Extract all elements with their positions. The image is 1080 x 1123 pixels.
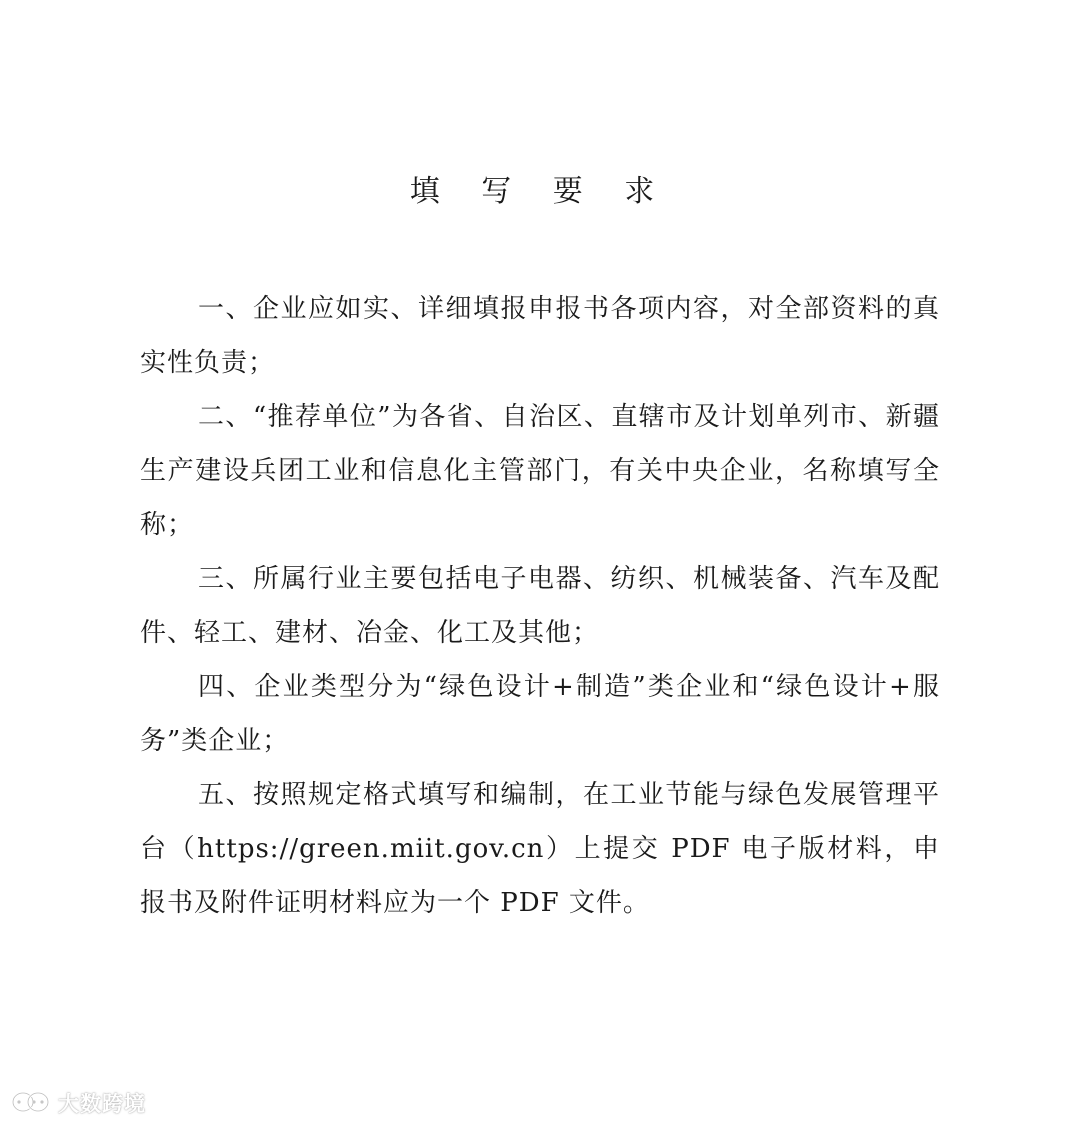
watermark-text: 大数跨境 xyxy=(58,1092,146,1116)
requirement-item-5: 五、按照规定格式填写和编制，在工业节能与绿色发展管理平台（https://green.miit.gov.cn）上提交 PDF 电子版材料，申报书及附件证明材料应为一个 PDF 文件。 xyxy=(140,780,940,918)
document-title: 填 写 要 求 xyxy=(409,174,671,209)
requirement-item-4: 四、企业类型分为“绿色设计+制造”类企业和“绿色设计+服务”类企业； xyxy=(140,672,940,756)
chat-bubble-logo-icon xyxy=(10,1090,52,1116)
requirement-item-3: 三、所属行业主要包括电子电器、纺织、机械装备、汽车及配件、轻工、建材、冶金、化工及其他； xyxy=(140,564,940,648)
requirements-body xyxy=(140,282,940,930)
requirement-item-2: 二、“推荐单位”为各省、自治区、直辖市及计划单列市、新疆生产建设兵团工业和信息化主管部门，有关中央企业，名称填写全称； xyxy=(140,402,940,540)
requirement-item-1: 一、企业应如实、详细填报申报书各项内容，对全部资料的真实性负责； xyxy=(140,294,940,378)
watermark xyxy=(10,1088,146,1118)
